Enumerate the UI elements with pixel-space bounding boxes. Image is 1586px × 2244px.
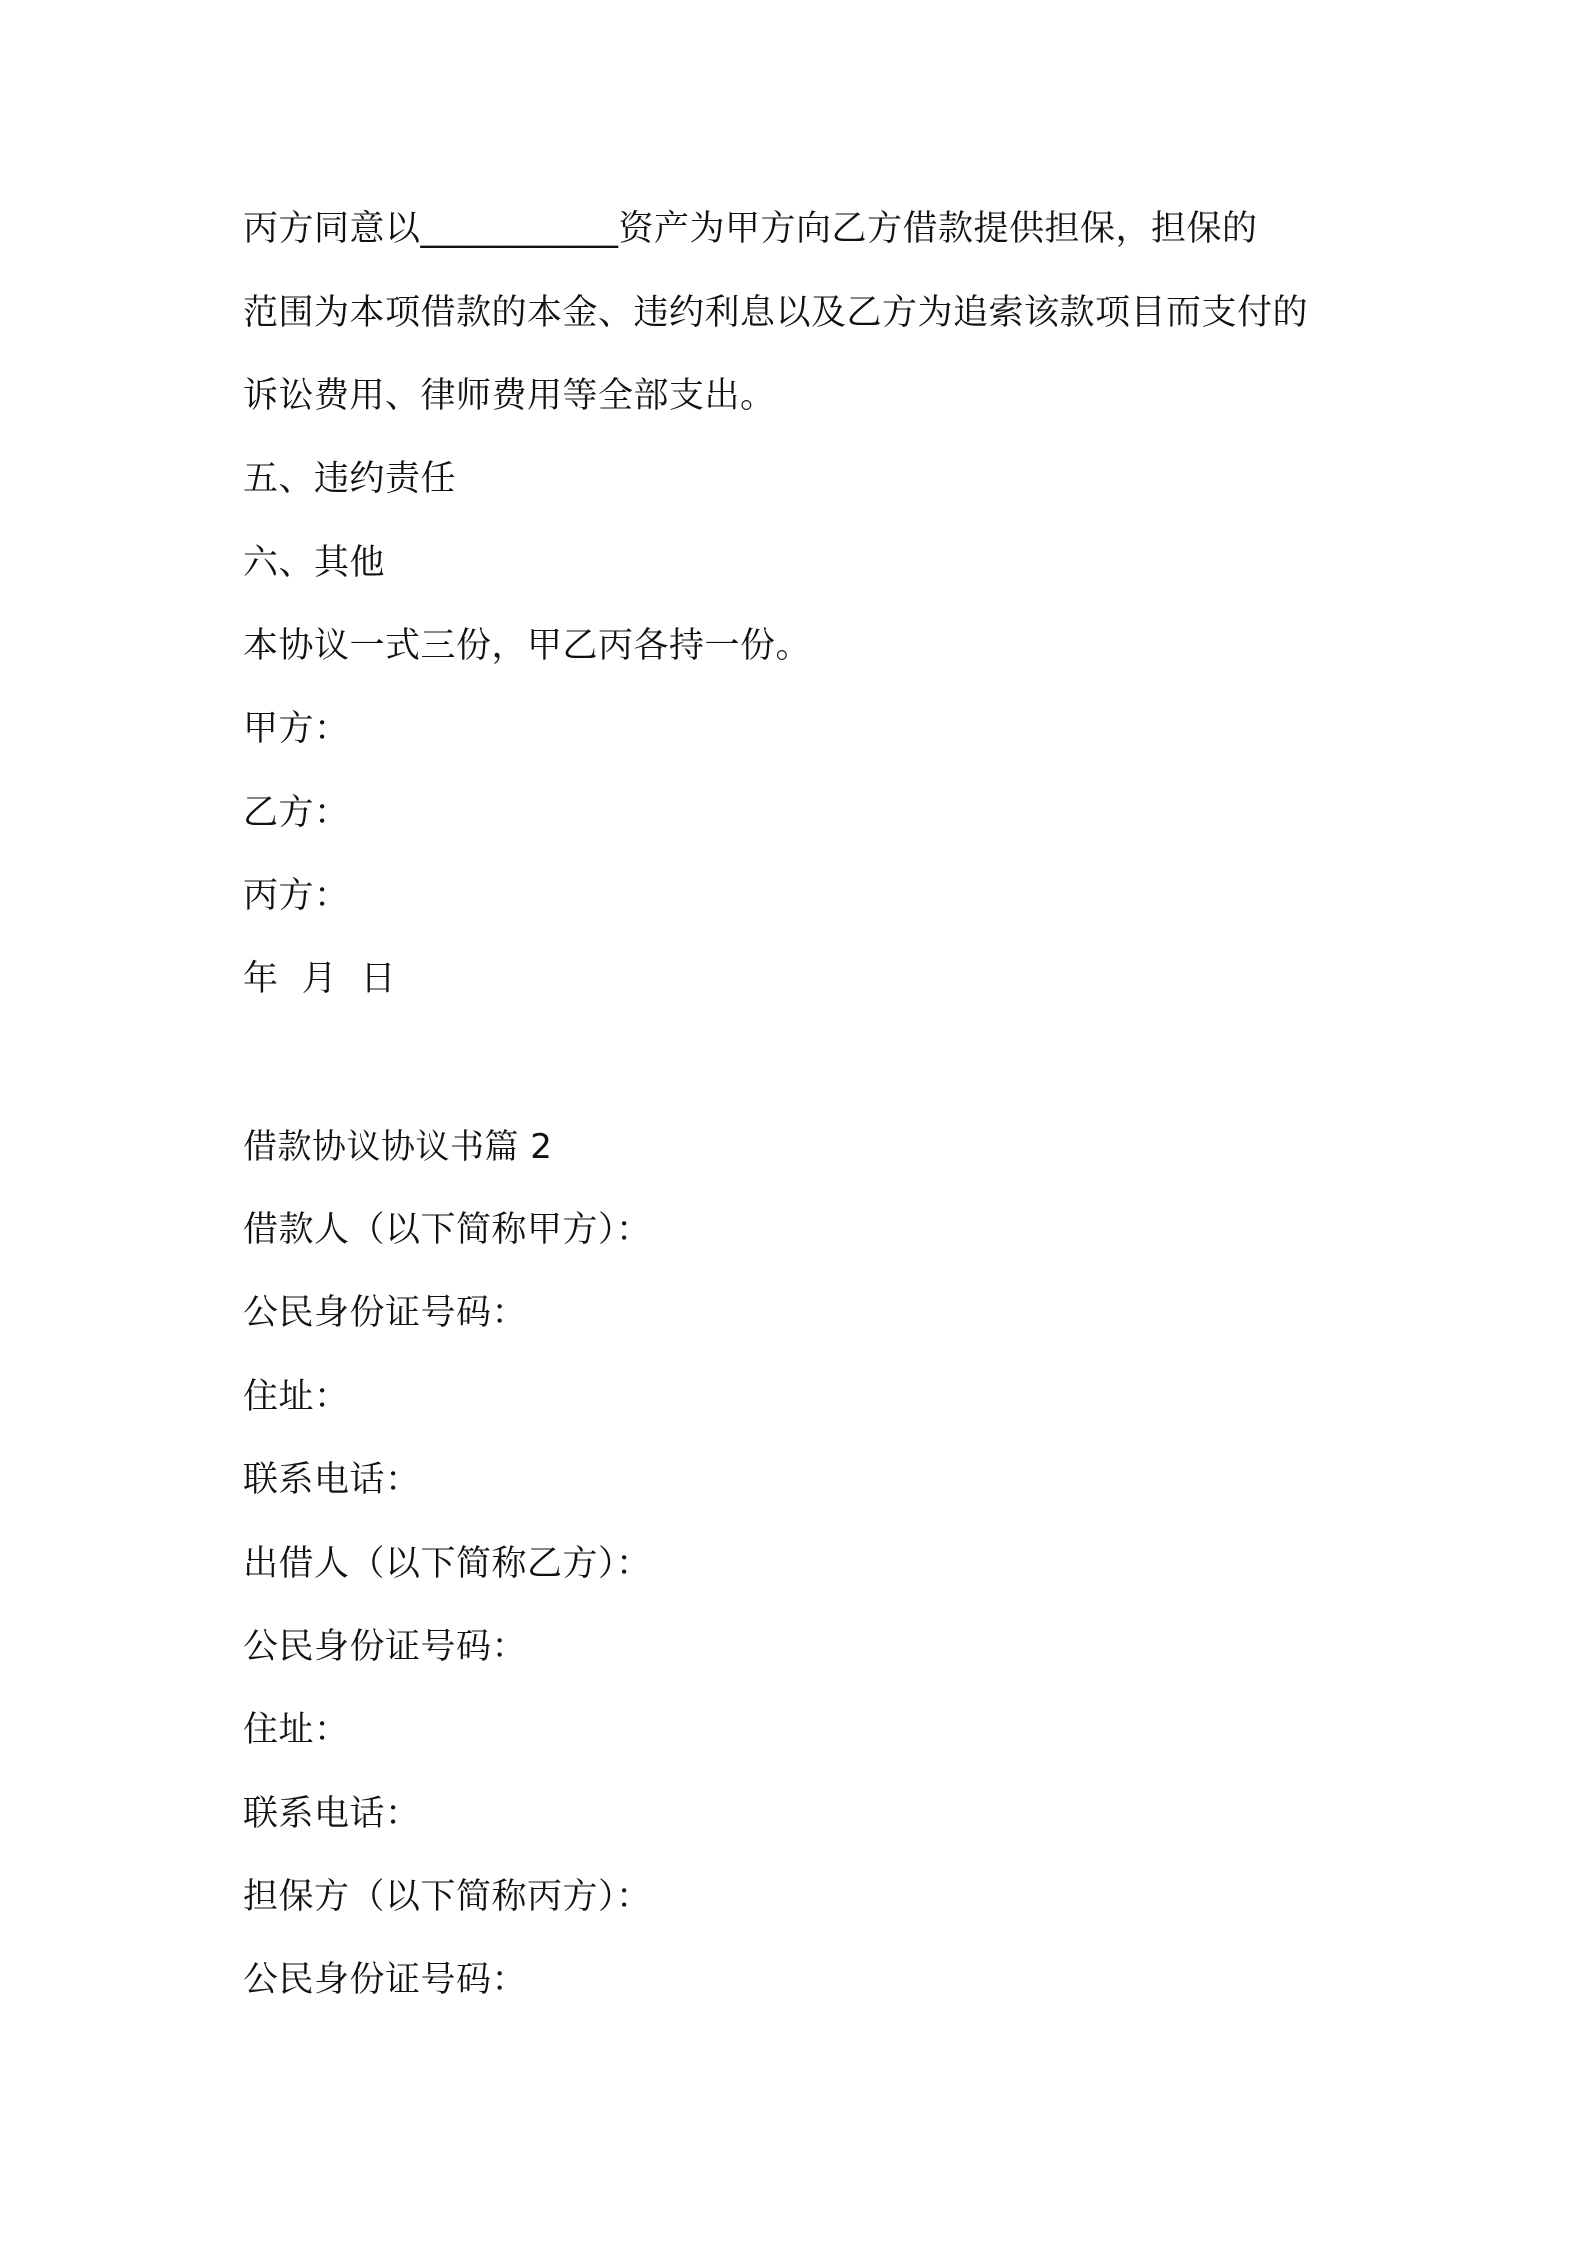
party-c-signature: 丙方： xyxy=(243,876,350,916)
guarantee-clause-line-2: 范围为本项借款的本金、违约利息以及乙方为追索该款项目而支付的 xyxy=(243,293,1309,333)
borrower-line: 借款人（以下简称甲方）： xyxy=(243,1210,652,1250)
lender-phone-line: 联系电话： xyxy=(243,1794,421,1834)
agreement-heading: 借款协议协议书篇 2 xyxy=(243,1127,553,1167)
borrower-address-line: 住址： xyxy=(243,1377,350,1417)
lender-address-line: 住址： xyxy=(243,1710,350,1750)
guarantee-clause-line-3: 诉讼费用、律师费用等全部支出。 xyxy=(243,376,776,416)
party-a-signature: 甲方： xyxy=(243,709,350,749)
section-breach-liability: 五、违约责任 xyxy=(243,459,457,499)
section-other: 六、其他 xyxy=(243,543,386,583)
copies-clause: 本协议一式三份，甲乙丙各持一份。 xyxy=(243,626,812,666)
party-b-signature: 乙方： xyxy=(243,793,350,833)
borrower-phone-line: 联系电话： xyxy=(243,1460,421,1500)
guarantor-line: 担保方（以下简称丙方）： xyxy=(243,1877,652,1917)
lender-id-line: 公民身份证号码： xyxy=(243,1627,528,1667)
borrower-id-line: 公民身份证号码： xyxy=(243,1293,528,1333)
guarantee-clause-line-1: 丙方同意以___________资产为甲方向乙方借款提供担保，担保的 xyxy=(243,209,1258,249)
guarantor-id-line: 公民身份证号码： xyxy=(243,1960,528,2000)
signature-date: 年 月 日 xyxy=(243,959,397,999)
lender-line: 出借人（以下简称乙方）： xyxy=(243,1544,652,1584)
